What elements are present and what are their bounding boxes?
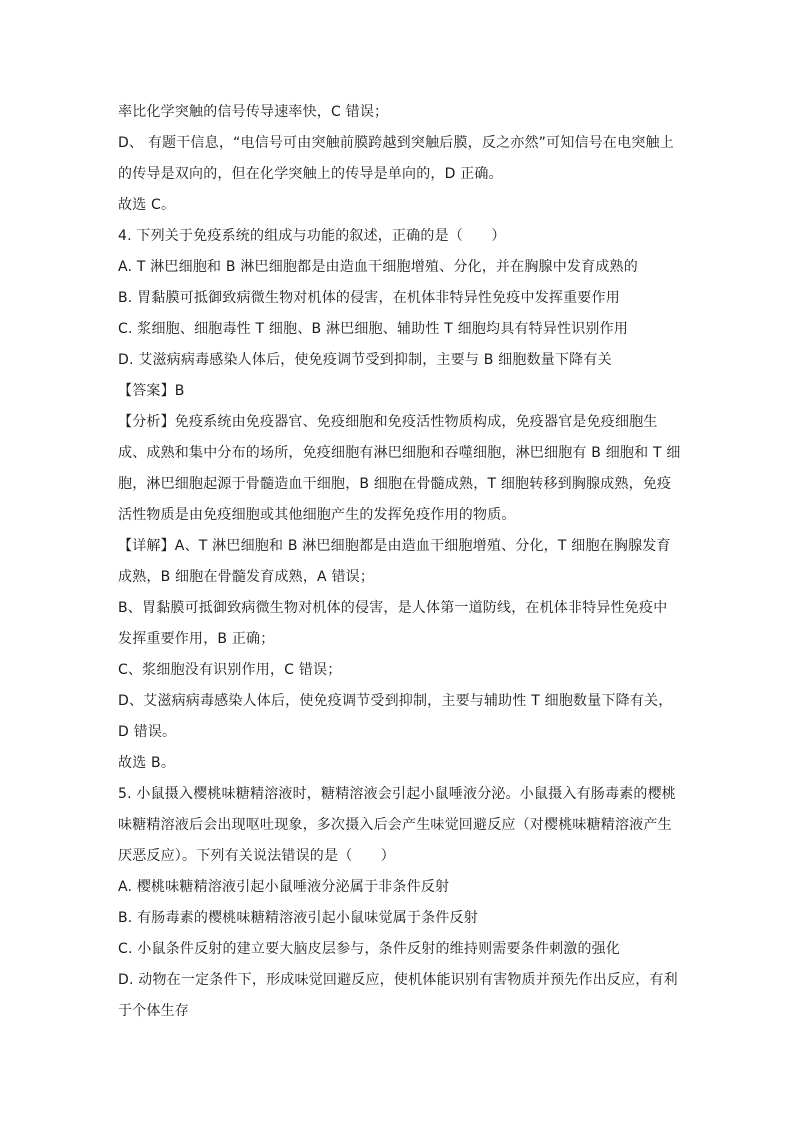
text-line: 于个体生存 — [118, 1003, 189, 1019]
text-line: D、 有题干信息，“电信号可由突触前膜跨越到突触后膜，反之亦然”可知信号在电突触上 — [118, 135, 674, 151]
text-line: 成、成熟和集中分布的场所，免疫细胞有淋巴细胞和吞噬细胞，淋巴细胞有 B 细胞和 T 细 — [118, 445, 681, 461]
text-line: D 错误。 — [118, 724, 177, 740]
option-b: B. 胃黏膜可抵御致病微生物对机体的侵害，在机体非特异性免疫中发挥重要作用 — [118, 290, 620, 306]
text-line: C、浆细胞没有识别作用，C 错误； — [118, 662, 342, 678]
text-line: B、胃黏膜可抵御致病微生物对机体的侵害，是人体第一道防线，在机体非特异性免疫中 — [118, 600, 668, 616]
option-d: D. 艾滋病病毒感染人体后，使免疫调节受到抑制，主要与 B 细胞数量下降有关 — [118, 352, 612, 368]
option-c: C. 小鼠条件反射的建立要大脑皮层参与，条件反射的维持则需要条件刺激的强化 — [118, 941, 621, 957]
answer-line: 【答案】B — [118, 383, 185, 399]
text-line: 故选 B。 — [118, 755, 176, 771]
text-line: 味糖精溶液后会出现呕吐现象，多次摄入后会产生味觉回避反应（对樱桃味糖精溶液产生 — [118, 817, 672, 833]
option-c: C. 浆细胞、细胞毒性 T 细胞、B 淋巴细胞、辅助性 T 细胞均具有特异性识别作用 — [118, 321, 629, 337]
text-line: D、艾滋病病毒感染人体后，使免疫调节受到抑制，主要与辅助性 T 细胞数量下降有关， — [118, 693, 673, 709]
text-line: 厌恶反应）。下列有关说法错误的是（ ） — [118, 848, 395, 864]
text-line: 活性物质是由免疫细胞或其他细胞产生的发挥免疫作用的物质。 — [118, 507, 516, 523]
analysis-line: 【分析】免疫系统由免疫器官、免疫细胞和免疫活性物质构成，免疫器官是免疫细胞生 — [118, 414, 658, 430]
option-a: A. T 淋巴细胞和 B 淋巴细胞都是由造血干细胞增殖、分化，并在胸腺中发育成熟的 — [118, 259, 638, 275]
text-line: 的传导是双向的，但在化学突触上的传导是单向的，D 正确。 — [118, 166, 503, 182]
option-a: A. 樱桃味糖精溶液引起小鼠唾液分泌属于非条件反射 — [118, 879, 450, 895]
text-line: 率比化学突触的信号传导速率快，C 错误； — [118, 104, 389, 120]
text-line: 成熟，B 细胞在骨髓发育成熟，A 错误； — [118, 569, 375, 585]
question-stem: 5. 小鼠摄入樱桃味糖精溶液时，糖精溶液会引起小鼠唾液分泌。小鼠摄入有肠毒素的樱桃 — [118, 786, 677, 802]
document-page — [118, 0, 681, 1123]
text-line: 故选 C。 — [118, 197, 176, 213]
question-stem: 4. 下列关于免疫系统的组成与功能的叙述，正确的是（ ） — [118, 228, 506, 244]
explanation-line: 【详解】A、T 淋巴细胞和 B 淋巴细胞都是由造血干细胞增殖、分化，T 细胞在胸腺发育 — [118, 538, 671, 554]
option-b: B. 有肠毒素的樱桃味糖精溶液引起小鼠味觉属于条件反射 — [118, 910, 478, 926]
text-line: 胞，淋巴细胞起源于骨髓造血干细胞，B 细胞在骨髓成熟，T 细胞转移到胸腺成熟，免疫 — [118, 476, 672, 492]
option-d: D. 动物在一定条件下，形成味觉回避反应，使机体能识别有害物质并预先作出反应，有利 — [118, 972, 678, 988]
text-line: 发挥重要作用，B 正确； — [118, 631, 275, 647]
